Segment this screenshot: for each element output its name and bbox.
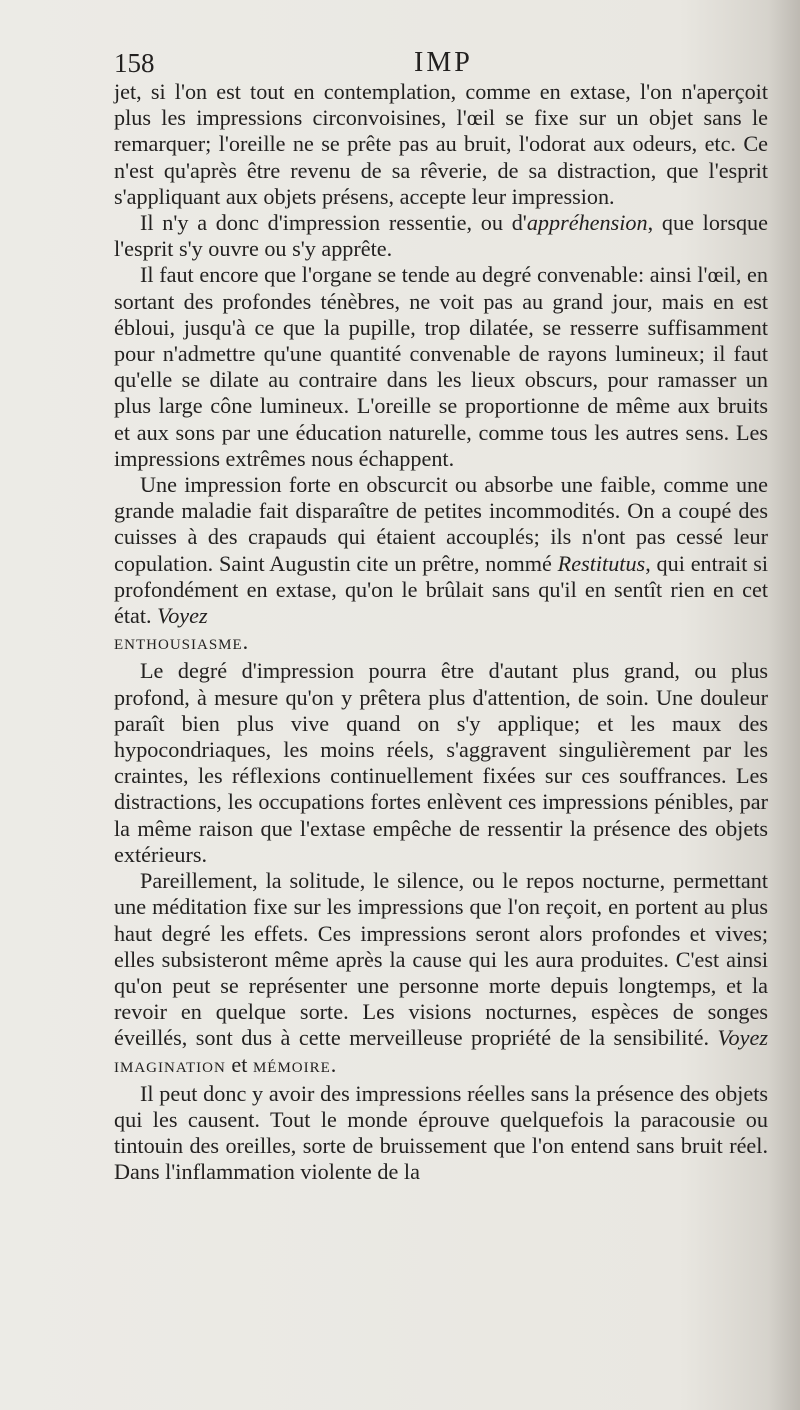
italic-term-apprehension: appréhension xyxy=(526,210,648,236)
paragraph-2-text-b: , que lorsque l'esprit s'y ouvre ou s'y apprête. xyxy=(114,210,768,262)
paragraph-4-text-a: Une impression forte en obscurcit ou absorbe une faible, comme une grande maladie fait disparaître de petites incommodités. On a coupé des cuisses à des crapauds qui étaient accouplés; ils n'ont pas cessé leur copulation. Saint Augustin cite un prêtre, nommé xyxy=(114,472,768,576)
page-header xyxy=(114,48,774,82)
paragraph-1-text: jet, si l'on est tout en contemplation, comme en extase, l'on n'aperçoit plus les impressions circonvoisines, l'œil se fixe sur un objet sans le remarquer; l'oreille ne se prête pas au bruit, l'odorat aux odeurs, etc. Ce n'est qu'après être revenu de sa rêverie, de sa distraction, que l'esprit s'appliquant aux objets présens, accepte leur impression. xyxy=(114,79,768,209)
page-number: 158 xyxy=(114,48,155,78)
cross-reference-enthousiasme: ENTHOUSIASME xyxy=(114,637,243,654)
running-head: IMP xyxy=(414,47,473,78)
paragraph-6 xyxy=(114,868,768,1081)
paragraph-3-text: Il faut encore que l'organe se tende au degré convenable: ainsi l'œil, en sortant des profondes ténèbres, ne voit pas au grand jour, mais en est ébloui, jusqu'à ce que la pupille, trop dilatée, se resserre suffisamment pour n'admettre qu'une quantité convenable de rayons lumineux; il faut qu'elle se dilate au contraire dans les lieux obscurs, pour ramasser un plus large cône lumineux. L'oreille se proportionne de même aux bruits et aux sons par une éducation naturelle, comme tous les autres sens. Les impressions extrêmes nous échappent. xyxy=(114,262,768,471)
body-text xyxy=(114,79,768,1186)
paragraph-5-text: Le degré d'impression pourra être d'autant plus grand, ou plus profond, à mesure qu'on y prêtera plus d'attention, de soin. Une douleur paraît bien plus vive quand on s'y applique; et les maux des hypocondriaques, les moins réels, s'aggravent singulièrement par les craintes, les réflexions continuellement fixées sur ces souffrances. Les distractions, les occupations fortes enlèvent ces impressions pénibles, par la même raison que l'extase empêche de ressentir la présence des objets extérieurs. xyxy=(114,658,768,867)
paragraph-6-text-a: Pareillement, la solitude, le silence, ou le repos nocturne, permettant une méditation fixe sur les impressions que l'on reçoit, en portent au plus haut degré les effets. Ces impressions seront alors profondes et vives; elles subsisteront même après la cause qui les aura produites. C'est ainsi qu'on peut se représenter une personne morte depuis longtemps, et la revoir en quelque sorte. Les visions nocturnes, espèces de songes éveillés, sont dus à cette merveilleuse propriété de la sensibilité. xyxy=(114,868,768,1051)
paragraph-7-text: Il peut donc y avoir des impressions réelles sans la présence des objets qui les causent. Tout le monde éprouve quelquefois la paracousie ou tintouin des oreilles, sorte de bruissement que l'on entend sans bruit réel. Dans l'inflammation violente de la xyxy=(114,1080,768,1185)
paragraph-4-text-c: . xyxy=(242,629,249,655)
paragraph-2-text-a: Il n'y a donc d'impression ressentie, ou d' xyxy=(140,210,527,236)
italic-voyez: Voyez xyxy=(717,1025,768,1051)
cross-reference-imagination: IMAGINATION xyxy=(114,1059,226,1076)
paragraph-1 xyxy=(114,79,768,210)
paragraph-7 xyxy=(114,1081,768,1186)
paragraph-4 xyxy=(114,472,768,658)
italic-voyez: Voyez xyxy=(157,603,208,629)
paragraph-2 xyxy=(114,210,768,262)
paragraph-5 xyxy=(114,658,768,868)
paragraph-3 xyxy=(114,262,768,472)
paragraph-6-text-c: . xyxy=(330,1051,337,1077)
italic-name-restitutus: Restitutus xyxy=(557,550,646,576)
cross-reference-memoire: MÉMOIRE xyxy=(252,1059,331,1076)
paragraph-4-text-b: , qui entrait si profondément en extase, qu'on le brûlait sans qu'il en sentît rien en cet état. xyxy=(114,550,768,629)
paragraph-6-text-b: et xyxy=(225,1051,253,1077)
